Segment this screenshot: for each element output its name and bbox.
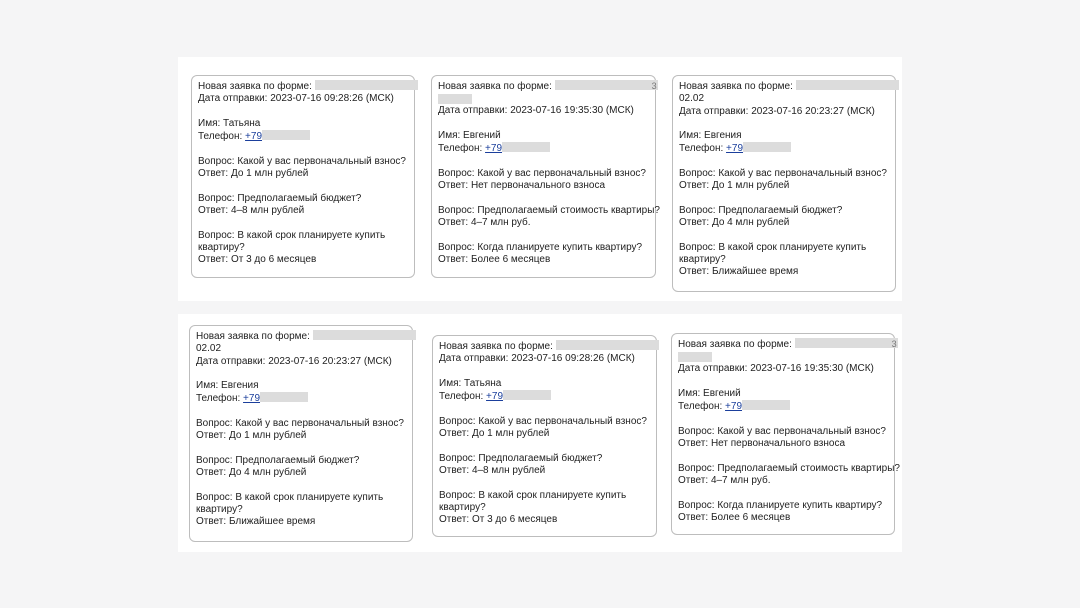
form-line xyxy=(678,338,897,351)
date-value: 2023-07-16 20:23:27 (МСК) xyxy=(268,355,392,367)
answer-text: До 1 млн рублей xyxy=(228,430,307,442)
answer-label: Ответ: xyxy=(439,514,470,526)
phone-link[interactable]: +79 xyxy=(243,393,261,405)
question-text: В какой срок планируете купить xyxy=(718,241,867,253)
date-label: Дата отправки: xyxy=(679,105,749,117)
question-line xyxy=(198,242,408,254)
spacer xyxy=(438,229,649,241)
answer-label: Ответ: xyxy=(198,254,229,266)
question-label: Вопрос: xyxy=(678,425,715,437)
question-line xyxy=(678,426,888,438)
name-line xyxy=(438,130,649,142)
name-line xyxy=(439,378,650,390)
spacer xyxy=(198,180,408,192)
answer-label: Ответ: xyxy=(198,168,229,180)
question-line xyxy=(198,193,408,205)
question-text-cont: квартиру? xyxy=(679,254,726,266)
date-value: 2023-07-16 09:28:26 (МСК) xyxy=(511,353,635,365)
question-line xyxy=(196,418,406,430)
spacer xyxy=(198,106,408,118)
question-line xyxy=(439,416,650,428)
question-text: Предполагаемый стоимость квартиры? xyxy=(477,204,660,216)
answer-text: 4–8 млн рублей xyxy=(471,464,546,476)
spacer xyxy=(679,193,889,205)
answer-label: Ответ: xyxy=(678,438,709,450)
phone-label: Телефон: xyxy=(198,131,243,143)
question-line xyxy=(678,462,900,475)
spacer xyxy=(196,368,406,380)
date-value: 2023-07-16 20:23:27 (МСК) xyxy=(751,105,875,117)
name-label: Имя: xyxy=(679,130,702,142)
name-line xyxy=(678,388,888,400)
form-label: Новая заявка по форме: xyxy=(439,341,553,352)
phone-link[interactable]: +79 xyxy=(486,391,504,403)
question-text-cont: квартиру? xyxy=(439,501,486,513)
date-label: Дата отправки: xyxy=(196,355,266,367)
spacer xyxy=(678,413,888,425)
question-line xyxy=(679,168,889,180)
name-label: Имя: xyxy=(198,117,221,129)
form-label: Новая заявка по форме: xyxy=(198,81,312,92)
spacer xyxy=(438,192,649,204)
answer-label: Ответ: xyxy=(198,204,229,216)
redacted-block xyxy=(742,400,790,410)
form-tail: 3 xyxy=(651,81,657,91)
name-label: Имя: xyxy=(438,129,461,141)
phone-label: Телефон: xyxy=(196,393,241,405)
redacted-block xyxy=(678,352,712,362)
redacted-block xyxy=(555,80,658,90)
lead-card xyxy=(189,325,413,542)
question-line xyxy=(439,490,650,502)
date-value: 2023-07-16 19:35:30 (МСК) xyxy=(510,105,634,117)
question-label: Вопрос: xyxy=(679,241,716,253)
date-value: 2023-07-16 09:28:26 (МСК) xyxy=(270,93,394,105)
spacer xyxy=(196,480,406,492)
phone-link[interactable]: +79 xyxy=(726,143,744,155)
question-text: Какой у вас первоначальный взнос? xyxy=(718,168,887,180)
phone-label: Телефон: xyxy=(438,143,483,155)
spacer xyxy=(198,217,408,229)
answer-line xyxy=(679,217,889,229)
name-line xyxy=(679,130,889,142)
redacted-block xyxy=(313,330,416,340)
date-line xyxy=(439,353,650,365)
question-label: Вопрос: xyxy=(196,418,233,430)
answer-text: Ближайшее время xyxy=(711,266,799,278)
answer-text: Ближайшее время xyxy=(228,516,316,528)
form-suffix: 02.02 xyxy=(679,93,705,105)
answer-line xyxy=(438,180,649,192)
question-label: Вопрос: xyxy=(679,168,716,180)
phone-line xyxy=(679,142,889,155)
name-value: Евгения xyxy=(221,380,259,392)
form-line xyxy=(439,340,650,353)
question-text: Предполагаемый бюджет? xyxy=(478,452,603,464)
spacer xyxy=(439,477,650,489)
answer-line xyxy=(678,475,888,487)
phone-link[interactable]: +79 xyxy=(245,131,263,143)
question-text-cont: квартиру? xyxy=(196,504,243,516)
answer-line xyxy=(198,205,408,217)
question-text: Когда планируете купить квартиру? xyxy=(477,241,643,253)
answer-label: Ответ: xyxy=(196,516,227,528)
date-label: Дата отправки: xyxy=(439,353,509,365)
redacted-block xyxy=(438,94,472,104)
answer-label: Ответ: xyxy=(679,266,710,278)
question-label: Вопрос: xyxy=(678,462,715,474)
name-line xyxy=(196,380,406,392)
form-line xyxy=(196,330,406,343)
question-text: Какой у вас первоначальный взнос? xyxy=(477,167,646,179)
question-text-cont: квартиру? xyxy=(198,241,245,253)
spacer xyxy=(196,443,406,455)
phone-label: Телефон: xyxy=(679,143,724,155)
answer-text: До 1 млн рублей xyxy=(230,168,309,180)
form-label: Новая заявка по форме: xyxy=(679,81,793,92)
question-text: Какой у вас первоначальный взнос? xyxy=(478,415,647,427)
name-value: Евгения xyxy=(704,130,742,142)
answer-label: Ответ: xyxy=(679,217,710,229)
answer-line xyxy=(196,430,406,442)
name-value: Татьяна xyxy=(464,377,502,389)
lead-card xyxy=(191,75,415,278)
answer-line xyxy=(198,254,408,266)
answer-label: Ответ: xyxy=(196,467,227,479)
phone-link[interactable]: +79 xyxy=(725,401,743,413)
question-line xyxy=(438,242,649,254)
answer-text: От 3 до 6 месяцев xyxy=(230,254,317,266)
date-line xyxy=(198,93,408,105)
spacer xyxy=(679,156,889,168)
answer-line xyxy=(439,465,650,477)
question-text: Когда планируете купить квартиру? xyxy=(717,499,883,511)
question-line xyxy=(198,156,408,168)
question-label: Вопрос: xyxy=(439,489,476,501)
answer-text: От 3 до 6 месяцев xyxy=(471,514,558,526)
phone-line xyxy=(196,392,406,405)
spacer xyxy=(439,366,650,378)
lead-card xyxy=(672,75,896,292)
name-label: Имя: xyxy=(439,377,462,389)
answer-label: Ответ: xyxy=(439,428,470,440)
redacted-block xyxy=(556,340,659,350)
redacted-block xyxy=(260,392,308,402)
answer-line xyxy=(196,467,406,479)
answer-text: До 1 млн рублей xyxy=(471,428,550,440)
phone-label: Телефон: xyxy=(678,401,723,413)
spacer xyxy=(198,143,408,155)
question-label: Вопрос: xyxy=(438,167,475,179)
question-line xyxy=(438,204,660,217)
answer-line xyxy=(679,266,889,278)
answer-text: До 4 млн рублей xyxy=(228,467,307,479)
lead-card xyxy=(431,75,660,278)
answer-text: Более 6 месяцев xyxy=(710,511,791,523)
redacted-block xyxy=(502,142,550,152)
answer-line xyxy=(678,512,888,524)
redacted-block xyxy=(743,142,791,152)
phone-line xyxy=(198,130,408,143)
form-suffix: 02.02 xyxy=(196,343,222,355)
redacted-block xyxy=(796,80,899,90)
question-text: В какой срок планируете купить xyxy=(478,489,627,501)
lead-card xyxy=(671,333,900,535)
form-tail: 3 xyxy=(891,339,897,349)
question-line xyxy=(678,500,888,512)
form-label: Новая заявка по форме: xyxy=(438,81,552,92)
date-label: Дата отправки: xyxy=(438,105,508,117)
spacer xyxy=(438,118,649,130)
question-line xyxy=(196,504,406,516)
question-text: Предполагаемый бюджет? xyxy=(718,204,843,216)
answer-text: Нет первоначального взноса xyxy=(710,438,846,450)
spacer xyxy=(679,230,889,242)
question-label: Вопрос: xyxy=(438,204,475,216)
spacer xyxy=(196,406,406,418)
question-label: Вопрос: xyxy=(678,499,715,511)
answer-label: Ответ: xyxy=(678,474,709,486)
answer-line xyxy=(439,514,650,526)
answer-line xyxy=(438,254,649,266)
answer-text: 4–7 млн руб. xyxy=(470,216,531,228)
answer-line xyxy=(678,438,888,450)
answer-line xyxy=(196,516,406,528)
form-label: Новая заявка по форме: xyxy=(196,331,310,342)
question-label: Вопрос: xyxy=(439,452,476,464)
spacer xyxy=(678,450,888,462)
date-label: Дата отправки: xyxy=(198,93,268,105)
spacer xyxy=(439,440,650,452)
question-text: Предполагаемый бюджет? xyxy=(235,454,360,466)
date-line xyxy=(438,105,649,117)
phone-line xyxy=(438,142,649,155)
spacer xyxy=(678,376,888,388)
question-line xyxy=(198,230,408,242)
spacer xyxy=(679,118,889,130)
answer-line xyxy=(438,217,649,229)
question-label: Вопрос: xyxy=(198,155,235,167)
question-line xyxy=(439,502,650,514)
question-line xyxy=(196,492,406,504)
question-text: Предполагаемый бюджет? xyxy=(237,192,362,204)
answer-label: Ответ: xyxy=(438,180,469,192)
answer-line xyxy=(439,428,650,440)
phone-line xyxy=(678,400,888,413)
answer-line xyxy=(198,168,408,180)
question-line xyxy=(679,254,889,266)
date-line xyxy=(679,106,889,118)
question-text: Предполагаемый стоимость квартиры? xyxy=(717,462,900,474)
question-line xyxy=(439,453,650,465)
question-label: Вопрос: xyxy=(198,192,235,204)
question-text: Какой у вас первоначальный взнос? xyxy=(237,155,406,167)
name-value: Евгений xyxy=(463,129,501,141)
question-line xyxy=(438,168,649,180)
question-line xyxy=(679,205,889,217)
spacer xyxy=(439,403,650,415)
question-line xyxy=(679,242,889,254)
answer-label: Ответ: xyxy=(196,430,227,442)
form-label: Новая заявка по форме: xyxy=(678,339,792,350)
date-label: Дата отправки: xyxy=(678,363,748,375)
form-line xyxy=(438,80,657,93)
name-value: Татьяна xyxy=(223,117,261,129)
answer-line xyxy=(679,180,889,192)
spacer xyxy=(678,487,888,499)
phone-link[interactable]: +79 xyxy=(485,143,503,155)
question-label: Вопрос: xyxy=(198,229,235,241)
question-text: Какой у вас первоначальный взнос? xyxy=(235,418,404,430)
form-suffix-line xyxy=(679,93,889,105)
spacer xyxy=(438,155,649,167)
redacted-block xyxy=(503,390,551,400)
name-label: Имя: xyxy=(196,380,219,392)
answer-text: До 1 млн рублей xyxy=(711,180,790,192)
answer-text: До 4 млн рублей xyxy=(711,217,790,229)
answer-label: Ответ: xyxy=(438,216,469,228)
answer-text: Более 6 месяцев xyxy=(470,253,551,265)
question-label: Вопрос: xyxy=(439,415,476,427)
lead-card xyxy=(432,335,657,537)
date-line xyxy=(678,363,888,375)
answer-text: Нет первоначального взноса xyxy=(470,180,606,192)
date-line xyxy=(196,356,406,368)
question-label: Вопрос: xyxy=(196,454,233,466)
answer-label: Ответ: xyxy=(438,253,469,265)
redacted-block xyxy=(262,130,310,140)
question-text: Какой у вас первоначальный взнос? xyxy=(717,425,886,437)
answer-text: 4–8 млн рублей xyxy=(230,204,305,216)
answer-text: 4–7 млн руб. xyxy=(710,474,771,486)
question-label: Вопрос: xyxy=(679,204,716,216)
name-line xyxy=(198,118,408,130)
answer-label: Ответ: xyxy=(439,464,470,476)
name-value: Евгений xyxy=(703,387,741,399)
question-text: В какой срок планируете купить xyxy=(237,229,386,241)
question-text: В какой срок планируете купить xyxy=(235,491,384,503)
redacted-block xyxy=(795,338,898,348)
date-value: 2023-07-16 19:35:30 (МСК) xyxy=(750,363,874,375)
answer-label: Ответ: xyxy=(678,511,709,523)
redacted-block xyxy=(315,80,418,90)
phone-label: Телефон: xyxy=(439,391,484,403)
phone-line xyxy=(439,390,650,403)
question-label: Вопрос: xyxy=(438,241,475,253)
question-line xyxy=(196,455,406,467)
form-line xyxy=(679,80,889,93)
answer-label: Ответ: xyxy=(679,180,710,192)
name-label: Имя: xyxy=(678,387,701,399)
form-suffix-line xyxy=(196,343,406,355)
question-label: Вопрос: xyxy=(196,491,233,503)
form-line xyxy=(198,80,408,93)
